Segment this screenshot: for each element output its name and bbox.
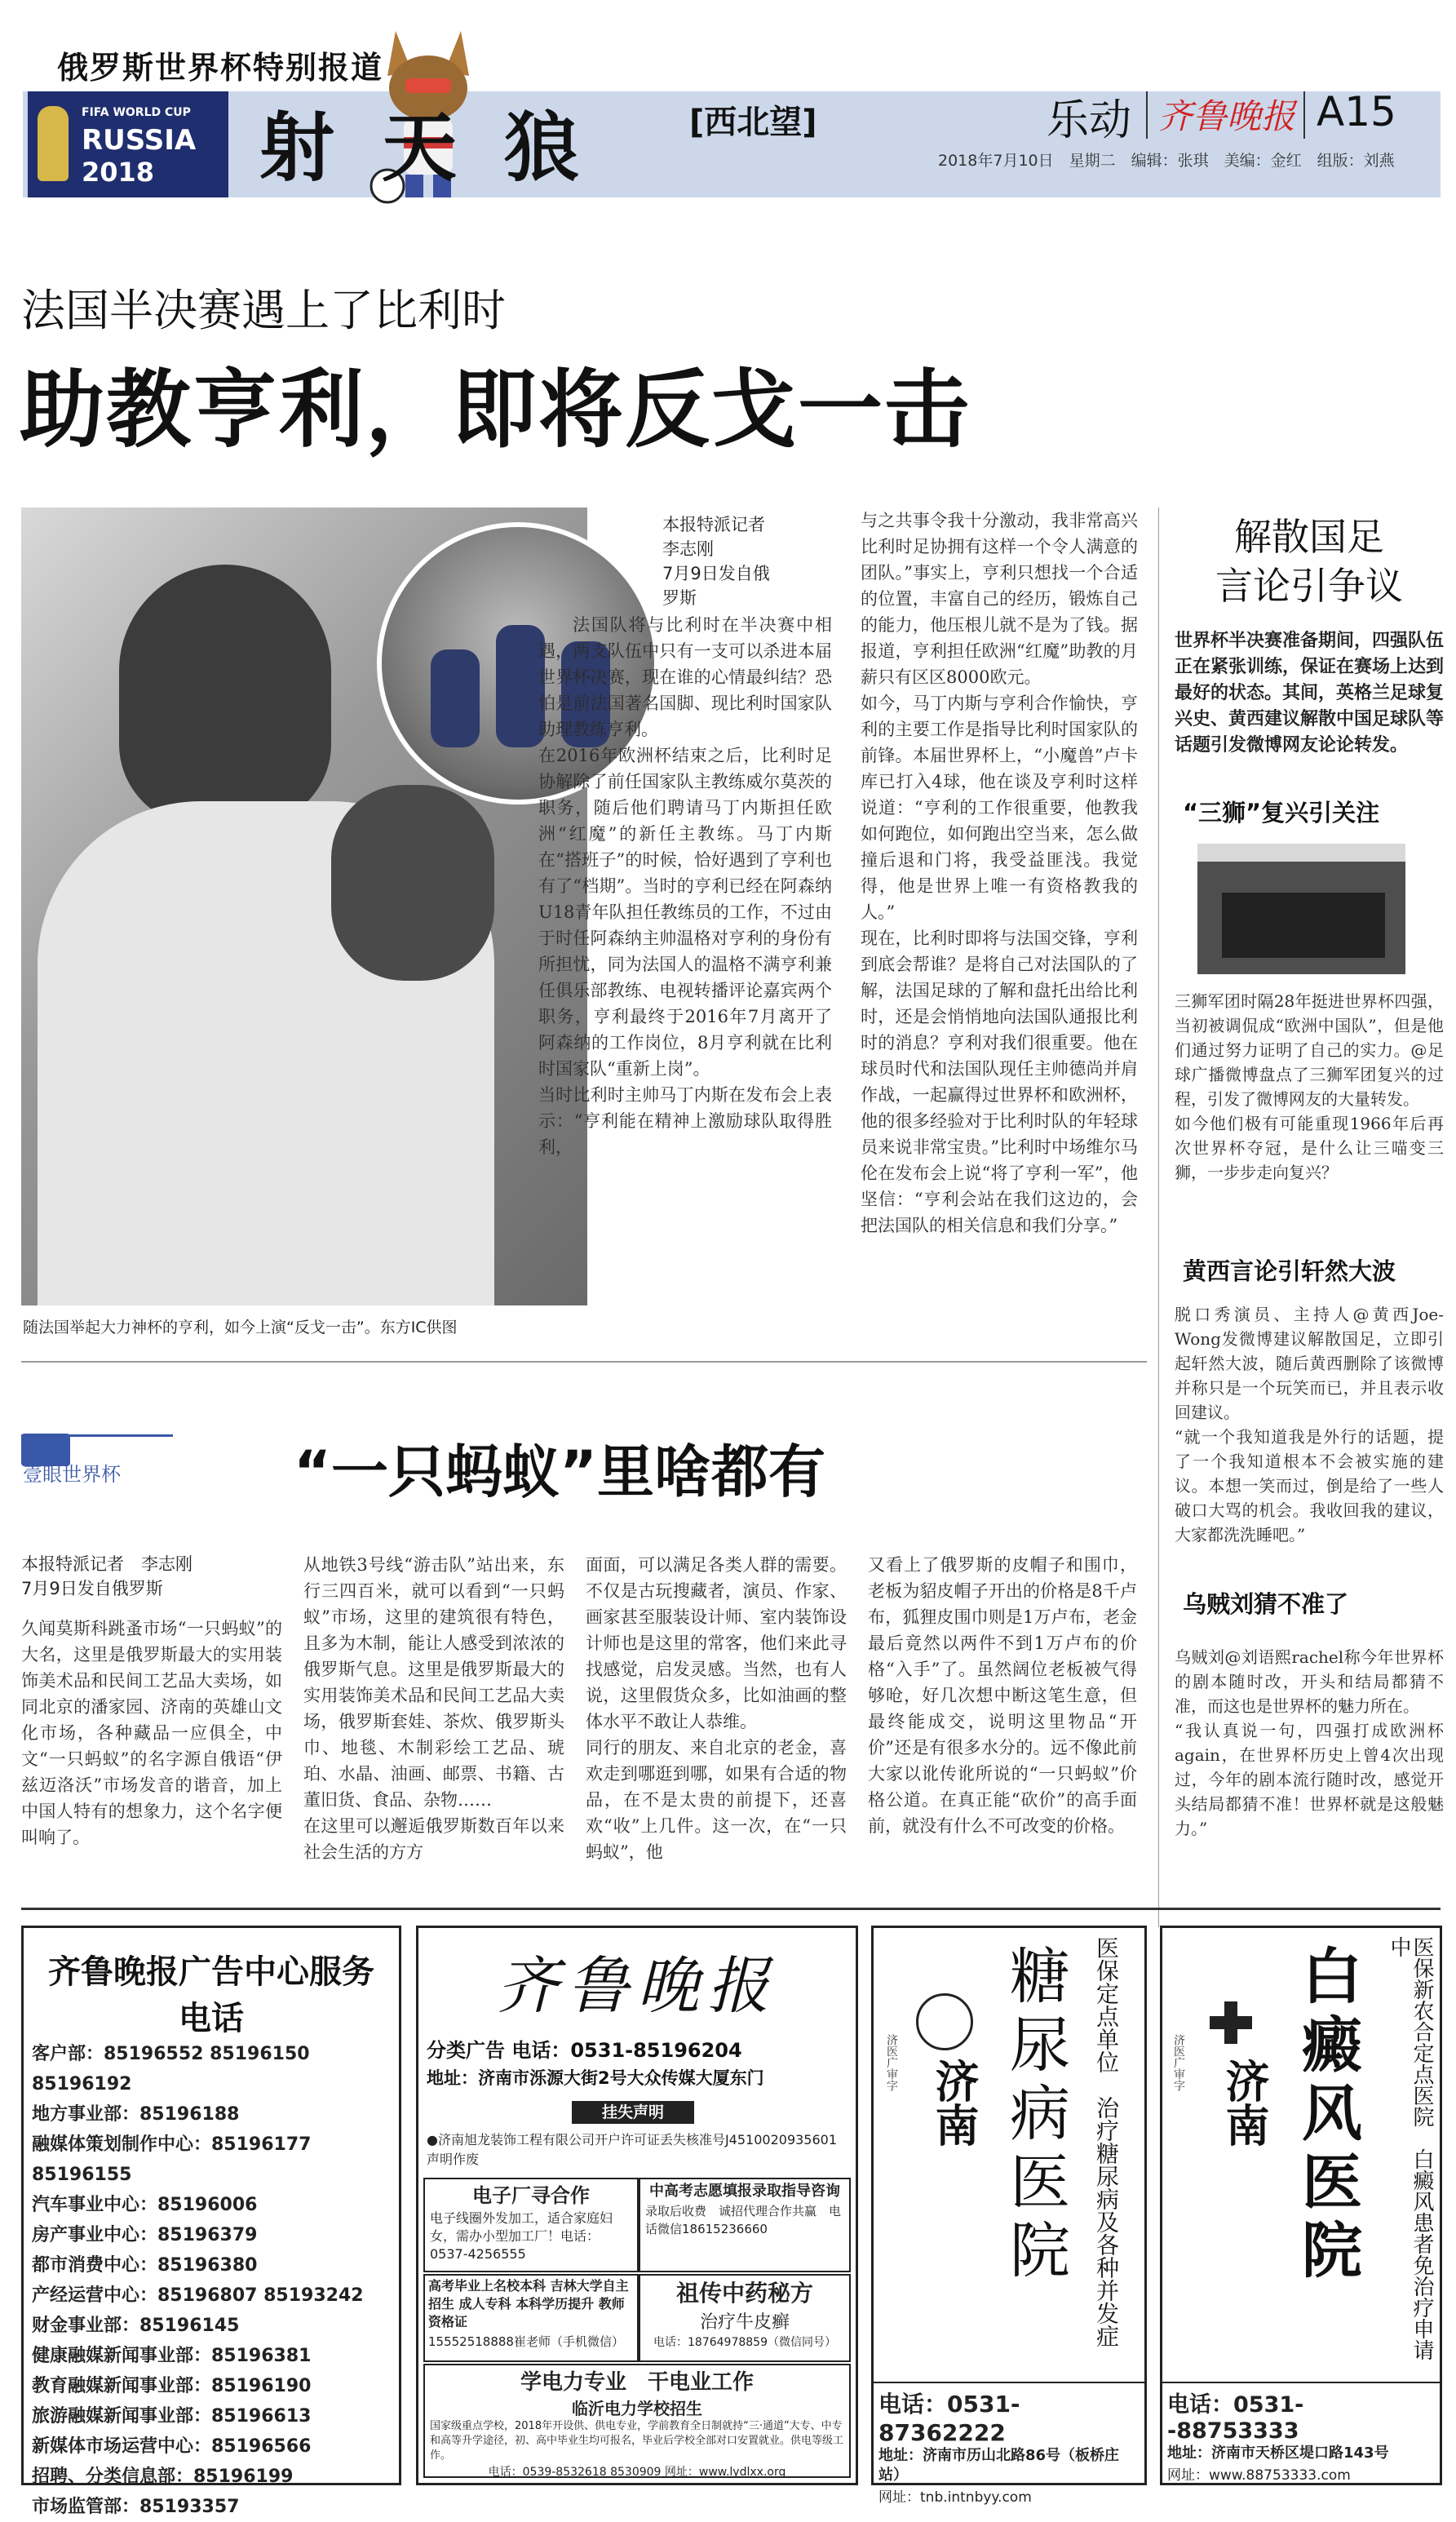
ad1-line: 旅游融媒新闻事业部：85196613 bbox=[32, 2406, 312, 2427]
ad3-phone: 电话：0531-87362222 bbox=[878, 2391, 1020, 2446]
ad1-line: 财金事业部：85196145 bbox=[32, 2316, 240, 2336]
ad1-line: 房产事业中心：85196379 bbox=[32, 2225, 258, 2245]
ad1-line: 产经运营中心：85196807 85193242 bbox=[32, 2285, 364, 2306]
ad3-web: 网址：tnb.intnbyy.com bbox=[878, 2489, 1032, 2506]
ad1-line: 汽车事业中心：85196006 bbox=[32, 2195, 258, 2215]
ad2-block-4-sub: 治疗牛皮癣 bbox=[699, 2312, 790, 2333]
ad2-block-4-title: 祖传中药秘方 bbox=[675, 2280, 813, 2307]
ad3-logo-icon bbox=[916, 1993, 973, 2050]
ad4-vertical: 医保新农合定点医院 白癜风患者免治疗申请中 bbox=[1387, 1936, 1434, 2360]
sidebar-text-1: 三狮军团时隔28年挺进世界杯四强，当初被调侃成“欧洲中国队”，但是他们通过努力证明了自己的实力。@足球广播微博盘点了三狮军团复兴的过程，引发了微博网友的大量转发。 如今他们极有可能重现1966年后再次世界杯夺冠，是什么让三喵变三狮，一步步走向复兴？ bbox=[1175, 991, 1444, 1182]
ad2-block-5-title: 学电力专业 干电业工作 bbox=[520, 2370, 754, 2395]
ad2-phone: 分类广告 电话：0531-85196204 bbox=[427, 2039, 742, 2062]
section-name: 乐动 bbox=[1047, 96, 1132, 145]
ad2-notice: ●济南旭龙装饰工程有限公司开户许可证丢失核准号J4510020935601声明作废 bbox=[427, 2132, 838, 2167]
sidebar-subhead-2: 黄西言论引轩然大波 bbox=[1183, 1257, 1396, 1285]
paper-logo: 齐鲁晚报 bbox=[1158, 96, 1296, 136]
second-byline: 本报特派记者 李志刚 7月9日发自俄罗斯 bbox=[21, 1554, 193, 1598]
sidebar-text-3: 乌贼刘@刘语熙rachel称今年世界杯的剧本随时改，开头和结局都猜不准，而这也是世界杯的魅力所在。 “我认真说一句，四强打成欧洲杯again，在世界杯历史上曾4次出现过，今年的剧本流行随时改，感觉开头结局都猜不准！世界杯就是这般魅力。” bbox=[1175, 1647, 1444, 1838]
ad-vitiligo-hospital bbox=[1160, 1926, 1442, 2485]
ad2-block-5-sub: 临沂电力学校招生 bbox=[572, 2399, 702, 2418]
ads-divider bbox=[21, 1908, 1441, 1910]
ad2-block-1-text: 电子线圈外发加工，适合家庭妇女，需办小型加工厂！电话：0537-4256555 bbox=[430, 2210, 613, 2262]
ad2-block-5-contact: 电话：0539-8532618 8530909 网址：www.lydlxx.org bbox=[488, 2466, 786, 2479]
ad2-block-4-text: 电话：18764978859（微信同号） bbox=[653, 2336, 836, 2349]
ad2-block-1 bbox=[423, 2178, 639, 2272]
ad1-line: 招聘、分类信息部：85196199 bbox=[32, 2467, 294, 2487]
ad1-line: 客户部：85196552 85196150 85196192 bbox=[32, 2044, 310, 2094]
inset-player bbox=[431, 649, 480, 747]
ad1-list bbox=[32, 2039, 391, 2522]
ad2-logo: 齐鲁晚报 bbox=[497, 1949, 777, 2022]
divider bbox=[1303, 91, 1305, 139]
ad2-block-2-text: 录取后收费 诚招代理合作共赢 电话微信18615236660 bbox=[645, 2204, 842, 2236]
ad1-line: 地方事业部：85196188 bbox=[32, 2104, 240, 2125]
sidebar-subhead-3: 乌贼刘猜不准了 bbox=[1183, 1590, 1349, 1618]
ad1-title: 齐鲁晚报广告中心服务电话 bbox=[48, 1953, 374, 2037]
section-tag bbox=[21, 1434, 173, 1489]
ad3-vertical: 医保定点单位 治疗糖尿病及各种并发症 bbox=[1093, 1936, 1120, 2347]
second-column-1: 久闻莫斯科跳蚤市场“一只蚂蚁”的大名，这里是俄罗斯最大的实用装饰美术品和民间工艺品大卖场，如同北京的潘家园、济南的英雄山文化市场，各种藏品一应俱全，中文“一只蚂蚁”的名字源自俄语“伊兹迈洛沃”市场发音的谐音，加上中国人特有的想象力，这个名字便叫响了。 bbox=[21, 1619, 282, 1847]
logo-line-3: 2018 bbox=[82, 157, 155, 188]
ad2-block-3 bbox=[423, 2274, 639, 2362]
sidebar-divider bbox=[1158, 508, 1159, 1927]
ad4-phone: 电话：0531--88753333 bbox=[1167, 2392, 1304, 2444]
ad1-line: 都市消费中心：85196380 bbox=[32, 2255, 258, 2276]
photo-caption: 随法国举起大力神杯的亨利，如今上演“反戈一击”。东方IC供图 bbox=[23, 1319, 458, 1336]
tag-label: 壹眼世界杯 bbox=[23, 1463, 121, 1486]
column-sub: [西北望] bbox=[689, 104, 817, 141]
second-column-2: 从地铁3号线“游击队”站出来，东行三四百米，就可以看到“一只蚂蚁”市场，这里的建筑很有特色，且多为木制，能让人感受到浓浓的俄罗斯气息。这里是俄罗斯最大的实用装饰美术品和民间工艺品大卖场，俄罗斯套娃、茶炊、俄罗斯头巾、地毯、木制彩绘工艺品、琥珀、水晶、油画、邮票、书籍、古董旧货、食品、杂物…… 在这里可以邂逅俄罗斯数百年以来社会生活的方方 bbox=[303, 1555, 564, 1862]
photo-hand bbox=[331, 785, 494, 981]
sidebar-subhead-1: “三狮”复兴引关注 bbox=[1183, 799, 1380, 827]
worldcup-logo bbox=[28, 91, 228, 197]
ad3-contact bbox=[874, 2382, 1144, 2506]
screenshot-header bbox=[1197, 844, 1405, 862]
ad2-addr: 地址：济南市泺源大街2号大众传媒大厦东门 bbox=[427, 2068, 764, 2088]
ad2-block-3-title: 高考毕业上名校本科 吉林大学自主招生 成人专科 本科学历提升 教师资格证 bbox=[428, 2278, 629, 2329]
divider bbox=[1146, 91, 1148, 139]
column-title: 射天狼 bbox=[259, 104, 627, 192]
special-report-label: 俄罗斯世界杯特别报道 bbox=[57, 50, 384, 86]
divider-line bbox=[21, 1361, 1147, 1363]
logo-line-1: FIFA WORLD CUP bbox=[82, 106, 191, 119]
body-column-1: 法国队将与比利时在半决赛中相遇，两支队伍中只有一支可以杀进本届世界杯决赛，现在谁的心情最纠结？恐怕是前法国著名国脚、现比利时国家队助理教练亨利。 在2016年欧洲杯结束之后，比利时足协解除了前任国家队主教练威尔莫茨的职务，随后他们聘请马丁内斯担任欧洲“红魔”的新任主教练。马丁内斯在“搭班子”的时候，恰好遇到了亨利也有了“档期”。当时的亨利已经在阿森纳U18青年队担任教练员的工作，不过由于时任阿森纳主帅温格对亨利的身份有所担忧，同为法国人的温格不满亨利兼任俱乐部教练、电视转播评论嘉宾两个职务，亨利最终于2016年7月离开了阿森纳的工作岗位，8月亨利就在比利时国家队“重新上岗”。 当时比利时主帅马丁内斯在发布会上表示：“亨利能在精神上激励球队取得胜利， bbox=[538, 615, 832, 1157]
ad4-name: 白癜风医院 bbox=[1292, 1944, 1362, 2287]
sidebar-headline: 解散国足 言论引争议 bbox=[1215, 515, 1403, 608]
story-subtitle: 法国半决赛遇上了比利时 bbox=[21, 285, 506, 336]
inset-player bbox=[496, 625, 545, 747]
ad3-license: 济医广审字 bbox=[885, 2034, 898, 2091]
ad4-license: 济医广审字 bbox=[1172, 2034, 1185, 2091]
byline: 本报特派记者 李志刚 7月9日发自俄 罗斯 bbox=[662, 515, 770, 608]
ad4-addr: 地址：济南市天桥区堤口路143号 bbox=[1167, 2444, 1389, 2462]
second-headline: “一只蚂蚁”里啥都有 bbox=[294, 1438, 826, 1505]
sidebar-lead: 世界杯半决赛准备期间，四强队伍正在紧张训练，保证在赛场上达到最好的状态。其间，英格兰足球复兴史、黄西建议解散中国足球队等话题引发微博网友论论转发。 bbox=[1175, 631, 1445, 756]
ad2-block-2 bbox=[639, 2178, 851, 2272]
header bbox=[0, 0, 1456, 211]
page-number: A15 bbox=[1317, 88, 1396, 135]
ad4-city: 济南 bbox=[1219, 2059, 1270, 2147]
ad1-line: 市场监管部：85193357 bbox=[32, 2497, 240, 2517]
ad2-notice-title: 挂失声明 bbox=[572, 2101, 694, 2124]
ad2-block-1-title: 电子厂寻合作 bbox=[472, 2184, 590, 2207]
ad2-block-5 bbox=[423, 2364, 851, 2478]
ad1-line: 教育融媒新闻事业部：85196190 bbox=[32, 2376, 312, 2396]
logo-line-2: RUSSIA bbox=[82, 124, 197, 157]
ad2-block-4 bbox=[639, 2274, 851, 2362]
ad1-line: 健康融媒新闻事业部：85196381 bbox=[32, 2346, 312, 2366]
ad3-addr: 地址：济南市历山北路86号（板桥庄站） bbox=[878, 2447, 1120, 2484]
ad-classifieds bbox=[416, 1926, 858, 2485]
second-column-4: 又看上了俄罗斯的皮帽子和围巾，老板为貂皮帽子开出的价格是8千卢布，狐狸皮围巾则是1万卢布，老金最后竟然以两件不到1万卢布的价格“入手”了。虽然阔位老板被气得够呛，好几次想中断这笔生意，但最终能成交，说明这里物品“开价”还是有很多水分的。远不像此前大家以讹传讹所说的“一只蚂蚁”价格公道。在真正能“砍价”的高手面前，就没有什么不可改变的价格。 bbox=[868, 1555, 1137, 1836]
ad-service-phones bbox=[21, 1926, 401, 2517]
worldcup-trophy-icon bbox=[38, 106, 69, 181]
ad4-contact bbox=[1162, 2382, 1440, 2483]
ad2-block-5-text: 国家级重点学校，2018年开设供、供电专业，学前教育全日制就持“三·通道”大专、中专和高等升学途径，初、高中毕业生均可报名，毕业后学校全部对口安置就业。供电等级工作。 bbox=[430, 2420, 844, 2462]
ad3-name: 糖尿病医院 bbox=[1000, 1944, 1070, 2287]
ad1-line: 新媒体市场运营中心：85196566 bbox=[32, 2436, 312, 2457]
screenshot-stage bbox=[1222, 893, 1385, 958]
ad2-block-3-text: 15552518888崔老师（手机微信） bbox=[428, 2334, 624, 2349]
ad3-city: 济南 bbox=[928, 2059, 980, 2147]
body-column-2: 与之共事令我十分激动，我非常高兴比利时足协拥有这样一个令人满意的团队。”事实上，亨利只想找一个合适的位置，丰富自己的经历，锻炼自己的能力，他压根儿就不是为了钱。据报道，亨利担任欧洲“红魔”助教的月薪只有区区8000欧元。 如今，马丁内斯与亨利合作愉快，亨利的主要工作是指导比利时国家队的前锋。本届世界杯上，“小魔兽”卢卡库已打入4球，他在谈及亨利时这样说道：“亨利的工作很重要，他教我如何跑位，如何跑出空当来，怎么做撞后退和门将，我受益匪浅。我觉得，他是世界上唯一有资格教我的人。” 现在，比利时即将与法国交锋，亨利到底会帮谁？是将自己对法国队的了解，法国足球的了解和盘托出给比利时，还是会悄悄地向法国队通报比利时的消息？亨利对我们很重要。他在球员时代和法国队现任主帅德尚并肩作战，一起赢得过世界杯和欧洲杯，他的很多经验对于比利时队的年轻球员来说非常宝贵。”比利时中场维尔马伦在发布会上说“将了亨利一军”，他坚信：“亨利会站在我们这边的，会把法国队的相关信息和我们分享。” bbox=[861, 511, 1138, 1235]
ad2-block-2-title: 中高考志愿填报录取指导咨询 bbox=[649, 2183, 840, 2200]
ad4-cross-icon bbox=[1205, 1997, 1257, 2049]
story-headline: 助教亨利，即将反戈一击 bbox=[20, 360, 971, 459]
ad4-web: 网址：www.88753333.com bbox=[1167, 2467, 1351, 2484]
second-column-3: 面面，可以满足各类人群的需要。不仅是古玩搜藏者，演员、作家、画家甚至服装设计师、室内装饰设计师也是这里的常客，他们来此寻找感觉，启发灵感。当然，也有人说，这里假货众多，比如油画的整体水平不敢让人恭维。 同行的朋友、来自北京的老金，喜欢走到哪逛到哪，如果有合适的物品，在不是太贵的前提下，还喜欢“收”上几件。这一次，在“一只蚂蚁”，他 bbox=[586, 1555, 847, 1862]
weibo-screenshot bbox=[1197, 844, 1405, 974]
page-meta: 2018年7月10日 星期二 编辑：张琪 美编：金红 组版：刘燕 bbox=[938, 152, 1395, 170]
ad-diabetes-hospital bbox=[871, 1926, 1147, 2506]
sidebar-text-2: 脱口秀演员、主持人@黄西Joe-Wong发微博建议解散国足，立即引起轩然大波，随后黄西删除了该微博并称只是一个玩笑而已，并且表示收回建议。 “就一个我知道我是外行的话题，提了一个我知道根本不会被实施的建议。本想一笑而过，倒是给了一些人破口大骂的机会。我收回我的建议，大家都洗洗睡吧。” bbox=[1175, 1305, 1444, 1545]
photo-figure bbox=[119, 565, 331, 826]
ad1-line: 融媒体策划制作中心：85196177 85196155 bbox=[32, 2134, 312, 2185]
